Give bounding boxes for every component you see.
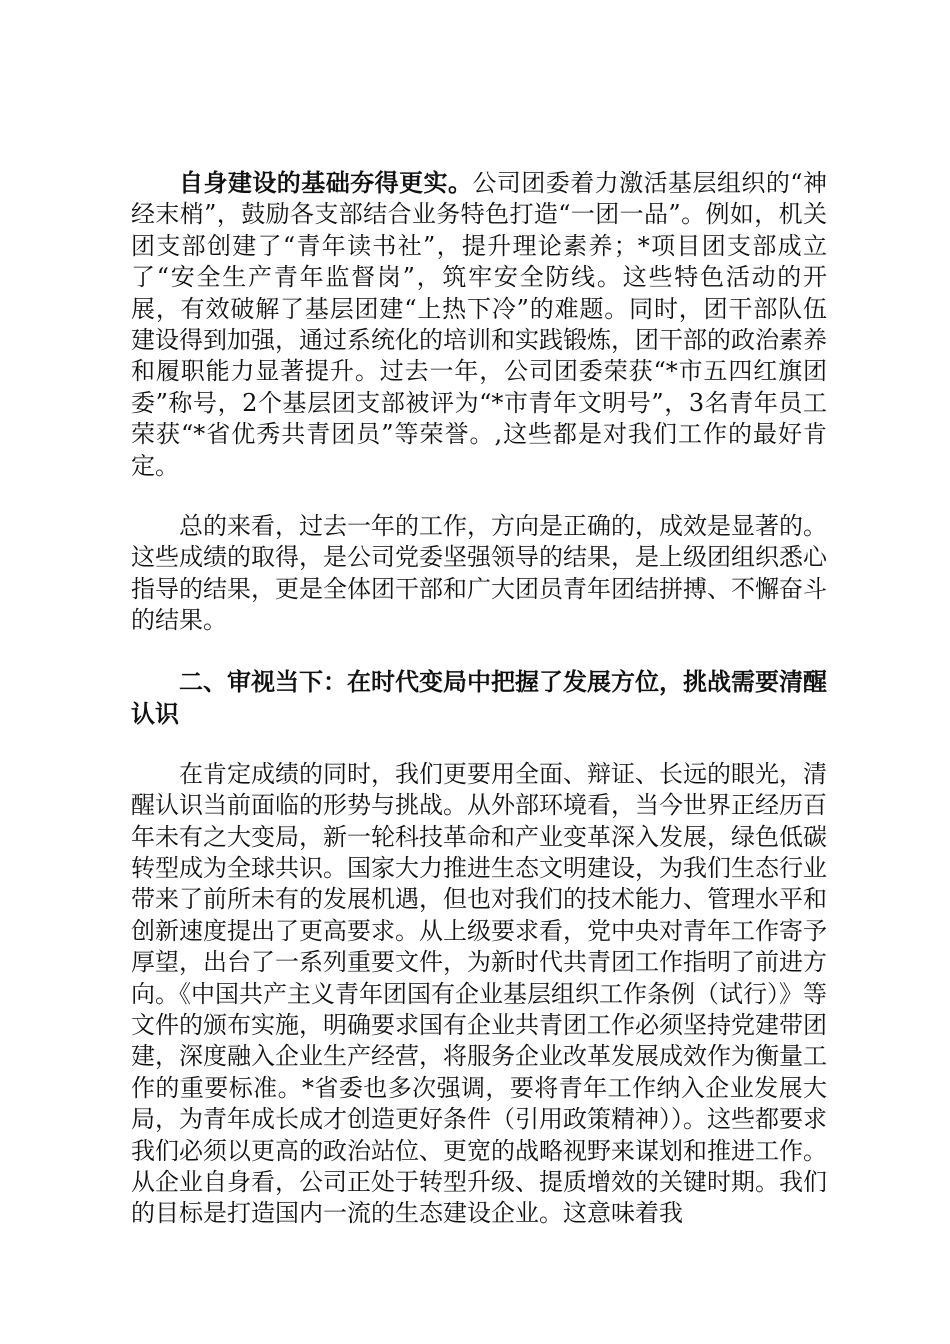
paragraph-self-building [131,168,827,482]
paragraph-text: 公司团委着力激活基层组织的“神经末梢”，鼓励各支部结合业务特色打造“一团一品”。例如，机关团支部创建了“青年读书社”，提升理论素养；*项目团支部成立了“安全生产青年监督岗”，筑牢安全防线。这些特色活动的开展，有效破解了基层团建“上热下冷”的难题。同时，团干部队伍建设得到加强，通过系统化的培训和实践锻炼，团干部的政治素养和履职能力显著提升。过去一年，公司团委荣获“*市五四红旗团委”称号，2个基层团支部被评为“*市青年文明号”，3名青年员工荣获“*省优秀共青团员”等荣誉。,这些都是对我们工作的最好肯定。 [131,169,828,480]
section-heading-text: 二、审视当下：在时代变局中把握了发展方位，挑战需要清醒认识 [131,667,827,728]
paragraph-situation [131,759,827,1230]
section-heading [131,666,827,730]
paragraph-text: 总的来看，过去一年的工作，方向是正确的，成效是显著的。这些成绩的取得，是公司党委坚强领导的结果，是上级团组织悉心指导的结果，更是全体团干部和广大团员青年团结拼搏、不懈奋斗的结果。 [131,512,827,635]
document-body [131,168,827,1230]
paragraph-text: 在肯定成绩的同时，我们更要用全面、辩证、长远的眼光，清醒认识当前面临的形势与挑战。从外部环境看，当今世界正经历百年未有之大变局，新一轮科技革命和产业变革深入发展，绿色低碳转型成为全球共识。国家大力推进生态文明建设，为我们生态行业带来了前所未有的发展机遇，但也对我们的技术能力、管理水平和创新速度提出了更高要求。从上级要求看，党中央对青年工作寄予厚望，出台了一系列重要文件，为新时代共青团工作指明了前进方向。《中国共产主义青年团国有企业基层组织工作条例（试行）》等文件的颁布实施，明确要求国有企业共青团工作必须坚持党建带团建，深度融入企业生产经营，将服务企业改革发展成效作为衡量工作的重要标准。*省委也多次强调，要将青年工作纳入企业发展大局，为青年成长成才创造更好条件（引用政策精神））。这些都要求我们必须以更高的政治站位、更宽的战略视野来谋划和推进工作。从企业自身看，公司正处于转型升级、提质增效的关键时期。我们的目标是打造国内一流的生态建设企业。这意味着我 [131,759,827,1228]
paragraph-lead-heading: 自身建设的基础夯得更实。 [179,169,473,197]
paragraph-summary [131,511,827,637]
